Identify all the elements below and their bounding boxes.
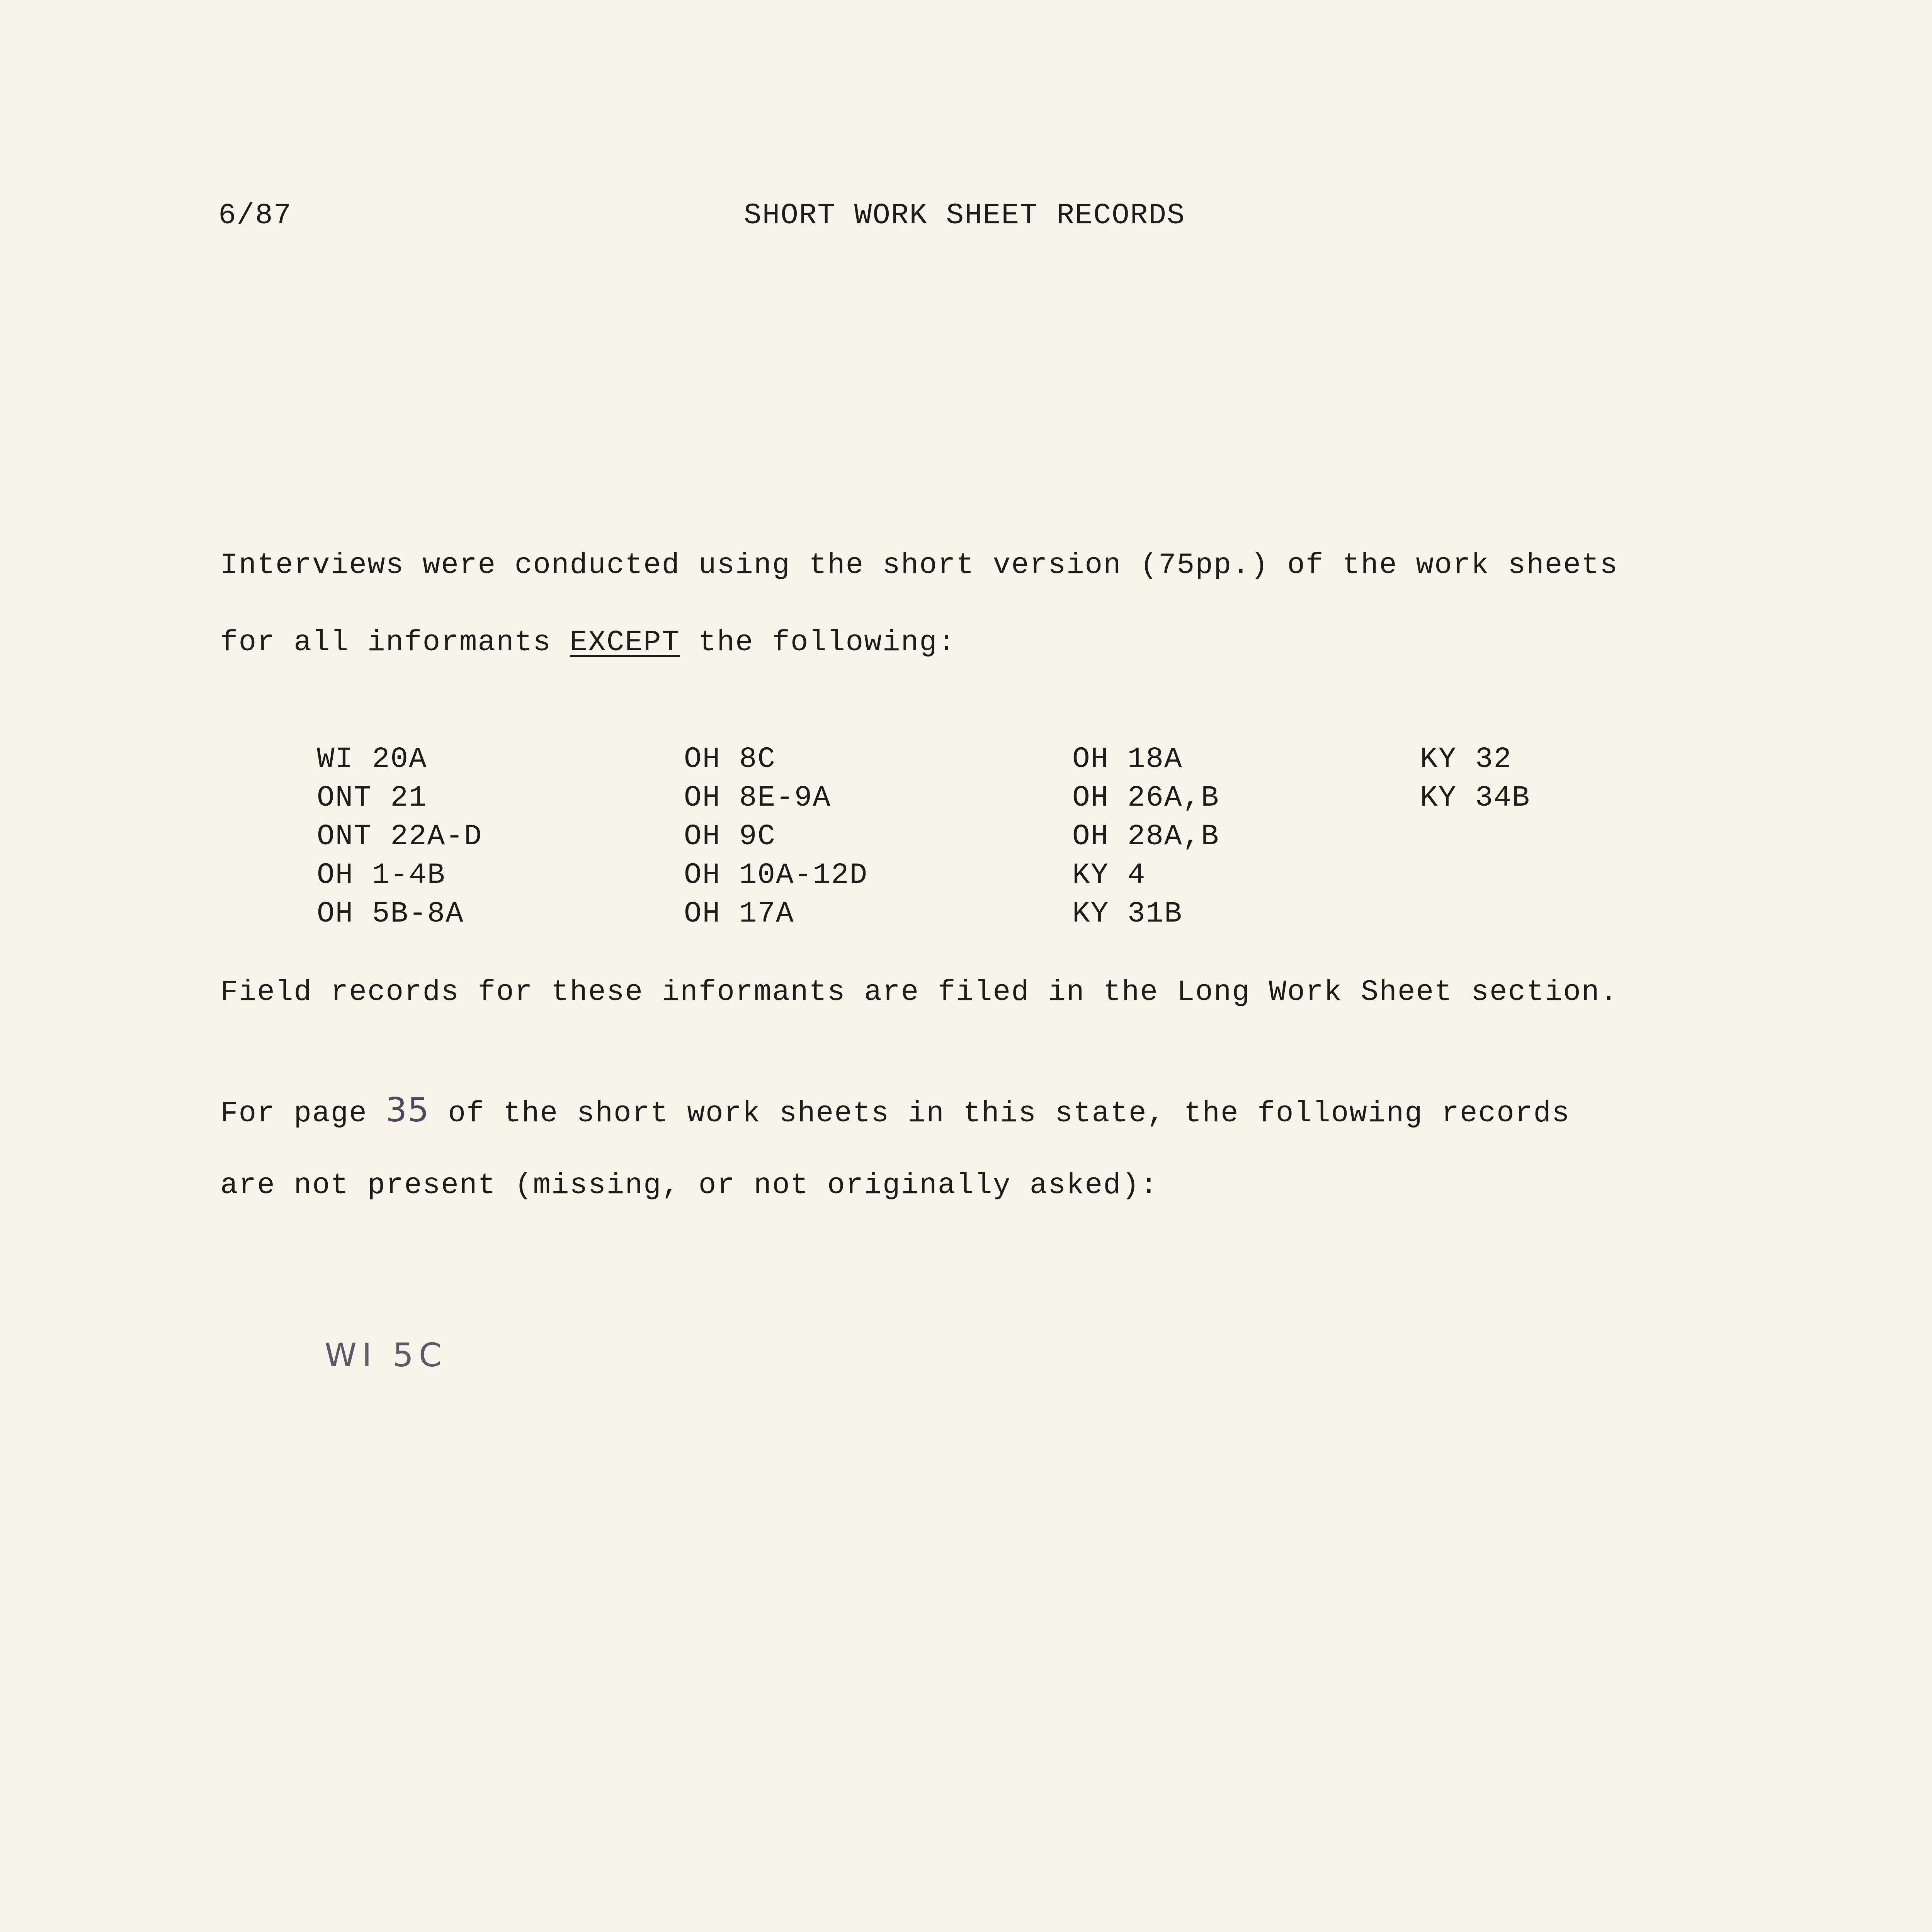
missing-line-1	[220, 1091, 1570, 1130]
informant-entry: OH 8C	[684, 743, 776, 776]
informant-column-3	[1072, 740, 1219, 933]
informant-column-4	[1420, 740, 1531, 817]
informant-entry: OH 1-4B	[317, 859, 446, 892]
informant-entry: OH 18A	[1072, 743, 1183, 776]
informant-entry: KY 4	[1072, 859, 1146, 892]
informant-column-2	[684, 740, 868, 933]
informant-entry: OH 26A,B	[1072, 781, 1219, 815]
informant-entry: KY 34B	[1420, 781, 1531, 815]
header-date: 6/87	[218, 199, 292, 232]
informant-entry: ONT 21	[317, 781, 427, 815]
handwritten-missing-record: WI 5C	[325, 1336, 447, 1374]
handwritten-page-number: 35	[386, 1091, 430, 1129]
informant-entry: OH 10A-12D	[684, 859, 868, 892]
missing-line-1-end: of the short work sheets in this state, the following records	[429, 1097, 1570, 1130]
informant-entry: OH 5B-8A	[317, 897, 464, 930]
intro-line-2-start: for all informants	[220, 626, 570, 659]
missing-line-1-start: For page	[220, 1097, 386, 1130]
except-emphasis: EXCEPT	[570, 626, 680, 659]
informant-column-1	[317, 740, 482, 933]
informant-entry: KY 31B	[1072, 897, 1183, 930]
informant-entry: OH 17A	[684, 897, 794, 930]
field-records-note: Field records for these informants are filed in the Long Work Sheet section.	[220, 976, 1619, 1009]
intro-line-1: Interviews were conducted using the short version (75pp.) of the work sheets	[220, 549, 1619, 582]
informant-entry: OH 8E-9A	[684, 781, 831, 815]
informant-entry: ONT 22A-D	[317, 820, 483, 853]
informant-entry: OH 28A,B	[1072, 820, 1219, 853]
intro-line-2	[220, 628, 956, 657]
informant-entry: OH 9C	[684, 820, 776, 853]
informant-entry: WI 20A	[317, 743, 427, 776]
page-title: SHORT WORK SHEET RECORDS	[744, 199, 1185, 232]
missing-line-2: are not present (missing, or not originally asked):	[220, 1169, 1158, 1202]
intro-line-2-end: the following:	[680, 626, 956, 659]
informant-entry: KY 32	[1420, 743, 1512, 776]
